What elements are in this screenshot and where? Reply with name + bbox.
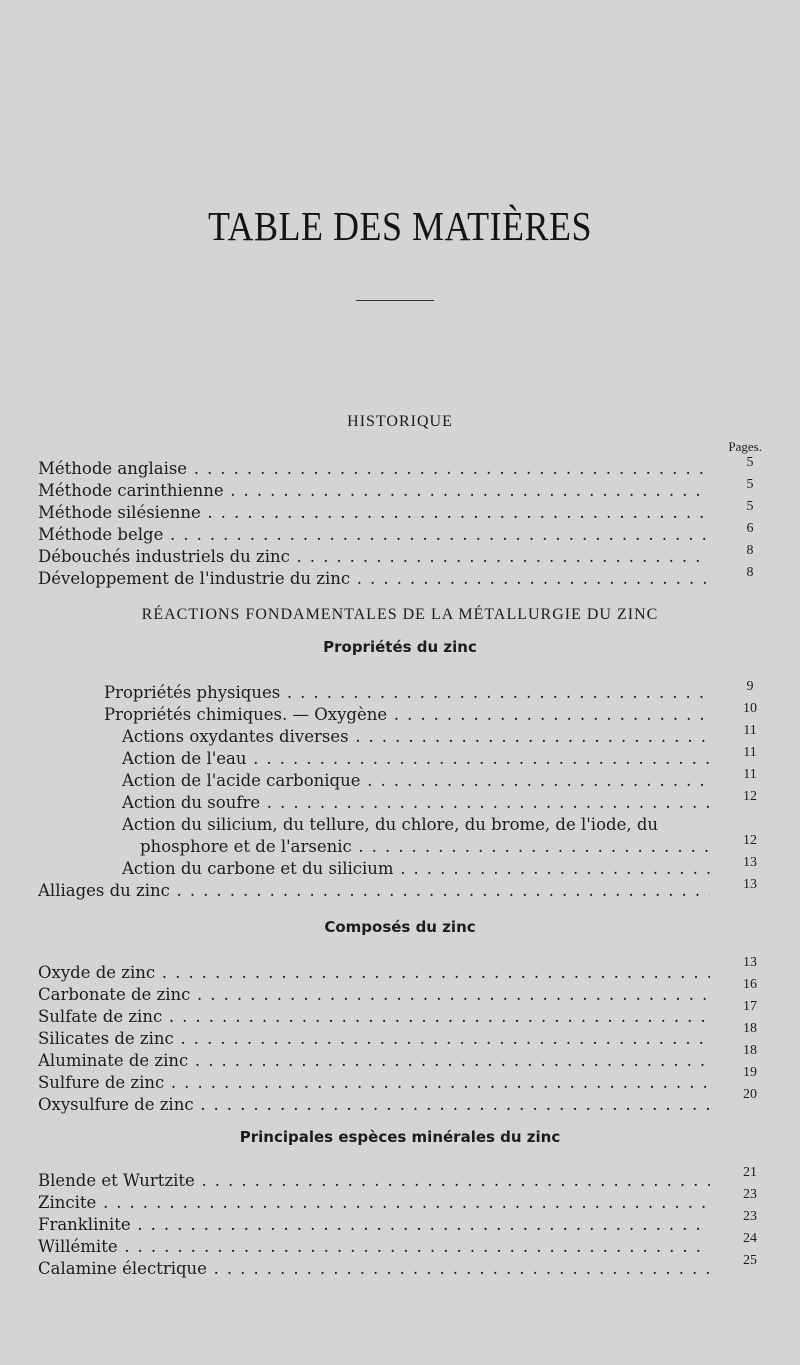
toc-entry: Carbonate de zinc . . . [38, 984, 710, 1006]
page-number: 25 [743, 1253, 757, 1268]
toc-entry: Action de l'acide carbonique . . . [122, 770, 710, 792]
subheading-proprietes: Propriétés du zinc [323, 638, 477, 656]
page-number: 11 [743, 767, 757, 782]
page-number: 23 [743, 1187, 757, 1202]
page-number: 13 [743, 955, 757, 970]
toc-entry: Willémite . . . [38, 1236, 710, 1258]
subheading-especes: Principales espèces minérales du zinc [239, 1128, 561, 1146]
section-heading-historique: HISTORIQUE [347, 413, 453, 430]
toc-entry: Action du soufre . . . [122, 792, 710, 814]
page-number: 18 [743, 1021, 757, 1036]
toc-entry: Action du carbone et du silicium . . . [122, 858, 710, 880]
page-number: 24 [743, 1231, 757, 1246]
toc-entry: Méthode belge . . . [38, 524, 710, 546]
page-number: 6 [746, 521, 754, 536]
page-number: 17 [743, 999, 757, 1014]
toc-entry: Alliages du zinc . . . [38, 880, 710, 902]
toc-entry: Action de l'eau . . . [122, 748, 710, 770]
toc-entry: Oxysulfure de zinc . . . [38, 1094, 710, 1116]
page-number: 20 [743, 1087, 757, 1102]
page-number: 11 [743, 745, 757, 760]
toc-entry: Méthode carinthienne . . . [38, 480, 710, 502]
toc-entry: Oxyde de zinc . . . [38, 962, 710, 984]
toc-entry: Propriétés chimiques. — Oxygène . . . [104, 704, 710, 726]
toc-entry: Méthode anglaise . . . [38, 458, 710, 480]
page-number: 5 [746, 499, 754, 514]
toc-entry: Aluminate de zinc . . . [38, 1050, 710, 1072]
toc-entry: Actions oxydantes diverses . . . [122, 726, 710, 748]
pages-label: Pages. [728, 439, 762, 454]
toc-entry: Propriétés physiques . . . [104, 682, 710, 704]
toc-entry: Sulfure de zinc . . . [38, 1072, 710, 1094]
toc-entry: Silicates de zinc . . . [38, 1028, 710, 1050]
toc-entry: Méthode silésienne . . . [38, 502, 710, 524]
page-number: 13 [743, 877, 757, 892]
page-number: 18 [743, 1043, 757, 1058]
toc-entry: phosphore et de l'arsenic . . . [140, 836, 710, 858]
toc-entry: Calamine électrique . . . [38, 1258, 710, 1280]
toc-entry: Blende et Wurtzite . . . [38, 1170, 710, 1192]
page-number: 9 [746, 679, 754, 694]
page-number: 19 [743, 1065, 757, 1080]
page-number: 11 [743, 723, 757, 738]
page-number: 8 [746, 565, 754, 580]
toc-entry: Débouchés industriels du zinc . . . [38, 546, 710, 568]
page-number: 5 [746, 477, 754, 492]
section-heading-reactions: RÉACTIONS FONDAMENTALES DE LA MÉTALLURGIE DU ZINC [141, 606, 659, 623]
page-number: 21 [743, 1165, 757, 1180]
toc-entry-line1: Action du silicium, du tellure, du chlore, du brome, de l'iode, du [122, 815, 659, 834]
toc-entry: Sulfate de zinc . . . [38, 1006, 710, 1028]
toc-entry: Zincite . . . [38, 1192, 710, 1214]
toc-entry: Développement de l'industrie du zinc . . . [38, 568, 710, 590]
page-number: 5 [746, 455, 754, 470]
page-title: TABLE DES MATIÈRES [207, 203, 593, 249]
subheading-composes: Composés du zinc [324, 918, 476, 936]
page-number: 8 [746, 543, 754, 558]
page-number: 13 [743, 855, 757, 870]
page-number: 10 [743, 701, 757, 716]
page-number: 23 [743, 1209, 757, 1224]
page-number: 12 [743, 833, 757, 848]
title-divider [356, 300, 434, 301]
page-number: 16 [743, 977, 757, 992]
toc-entry: Franklinite . . . [38, 1214, 710, 1236]
page-number: 12 [743, 789, 757, 804]
